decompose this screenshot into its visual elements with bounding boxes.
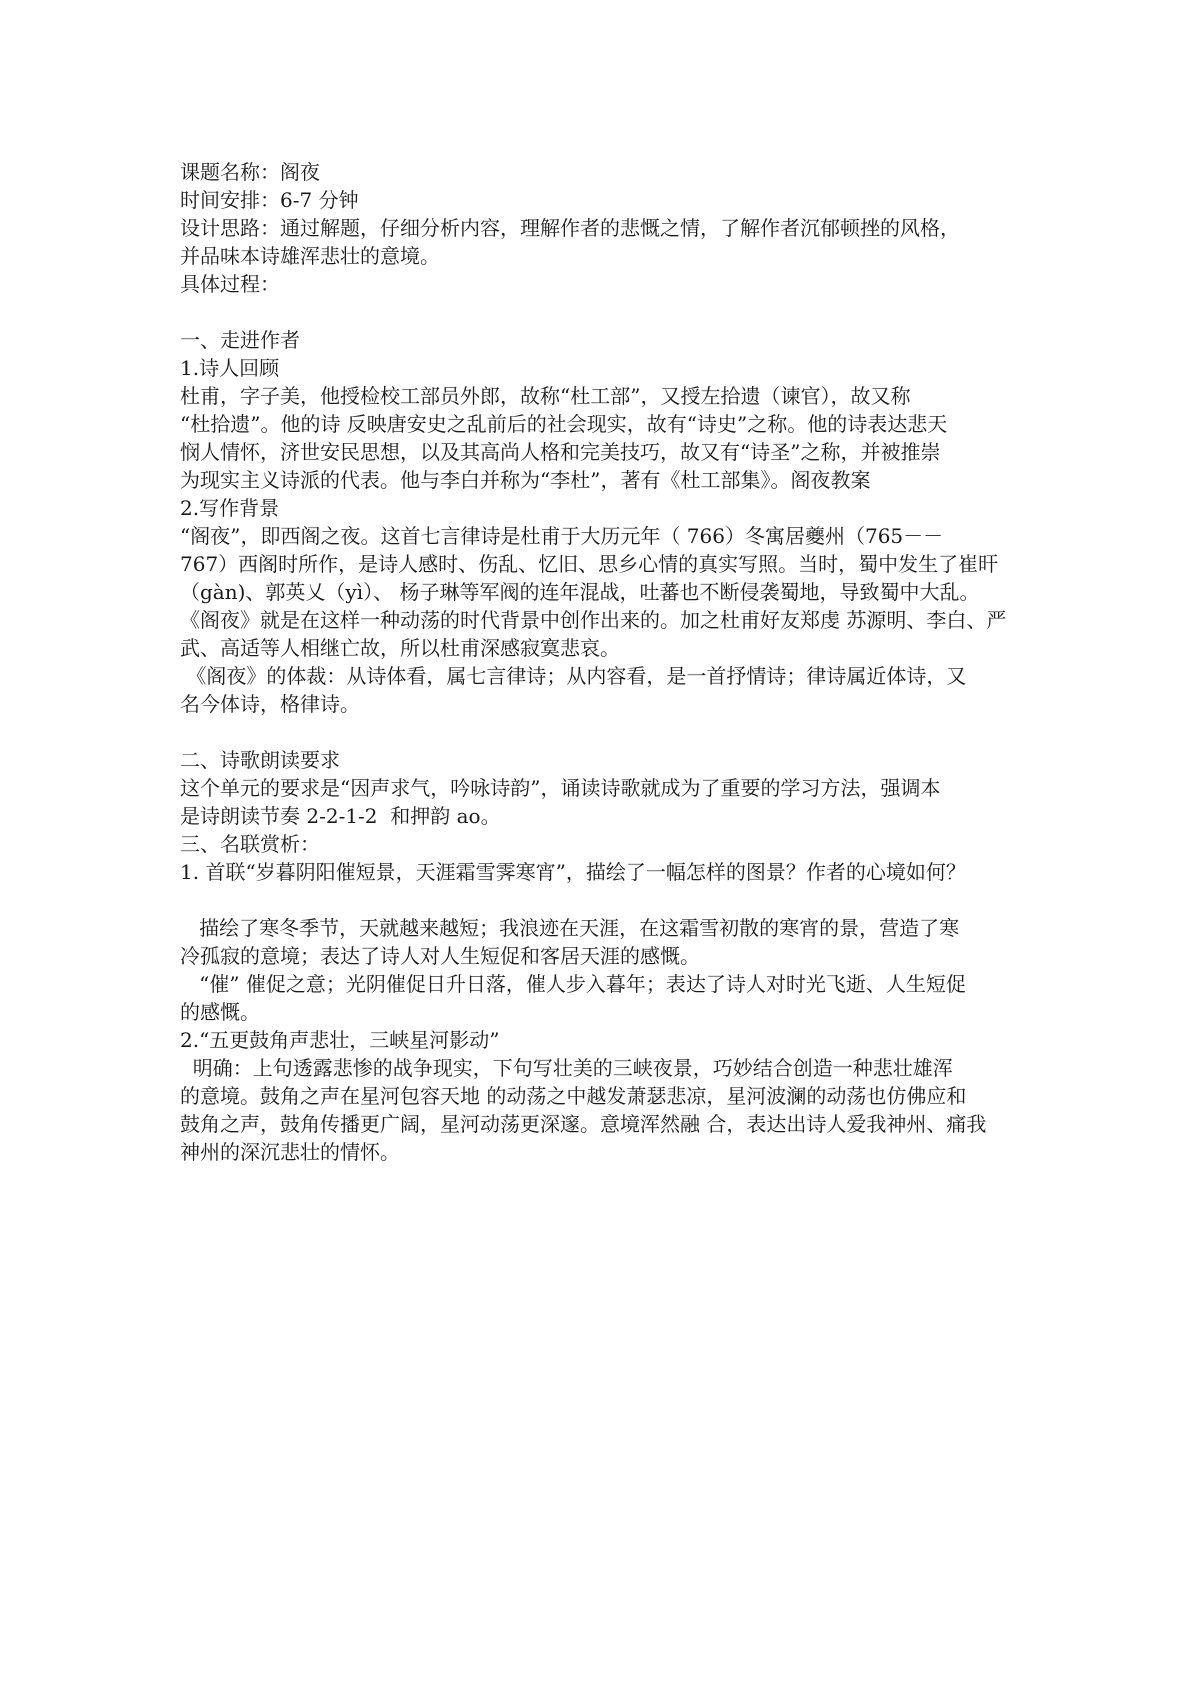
paragraph-line: 明确：上句透露悲惨的战争现实，下句写壮美的三峡夜景，巧妙结合创造一种悲壮雄浑	[180, 1056, 953, 1080]
spacer	[180, 718, 1030, 746]
process-label: 具体过程：	[180, 272, 280, 296]
paragraph-line: 描绘了寒冬季节，天就越来越短；我浪迹在天涯，在这霜雪初散的寒宵的景，营造了寒	[180, 916, 960, 940]
paragraph-line: 杜甫，字子美，他授检校工部员外郎，故称“杜工部”，又授左拾遗（谏官），故又称	[180, 384, 911, 408]
paragraph-line: 悯人情怀，济世安民思想，以及其高尚人格和完美技巧，故又有“诗圣”之称，并被推崇	[180, 440, 941, 464]
paragraph-line: 武、高适等人相继亡故，所以杜甫深感寂寞悲哀。	[180, 636, 620, 660]
paragraph-line: 《阁夜》就是在这样一种动荡的时代背景中创作出来的。加之杜甫好友郑虔 苏源明、李白、严	[180, 608, 1007, 632]
paragraph-line: （gàn)、郭英乂（yì）、 杨子琳等军阀的连年混战，吐蕃也不断侵袭蜀地，导致蜀中大乱。	[180, 580, 980, 604]
paragraph-line: 冷孤寂的意境；表达了诗人对人生短促和客居天涯的感慨。	[180, 944, 700, 968]
paragraph-line: 名今体诗，格律诗。	[180, 692, 360, 716]
paragraph-line: 是诗朗读节奏 2-2-1-2 和押韵 ao。	[180, 804, 501, 828]
question-2: 2.“五更鼓角声悲壮，三峡星河影动”	[180, 1028, 500, 1052]
paragraph-line: 为现实主义诗派的代表。他与李白并称为“李杜”，著有《杜工部集》。阁夜教案	[180, 468, 871, 492]
paragraph-line: 《阁夜》的体裁：从诗体看，属七言律诗；从内容看，是一首抒情诗；律诗属近体诗，又	[180, 664, 967, 688]
section-1-subheading-2: 2.写作背景	[180, 496, 280, 520]
paragraph-line: 的意境。鼓角之声在星河包容天地 的动荡之中越发萧瑟悲凉，星河波澜的动荡也仿佛应和	[180, 1084, 967, 1108]
paragraph-line: 这个单元的要求是“因声求气，吟咏诗韵”，诵读诗歌就成为了重要的学习方法，强调本	[180, 776, 941, 800]
paragraph-line: “杜拾遗”。他的诗 反映唐安史之乱前后的社会现实，故有“诗史”之称。他的诗表达悲天	[180, 412, 948, 436]
paragraph-line: “阁夜”，即西阁之夜。这首七言律诗是杜甫于大历元年（ 766）冬寓居夔州（765－－	[180, 524, 944, 548]
section-1-heading: 一、走进作者	[180, 328, 300, 352]
spacer	[180, 298, 1030, 326]
paragraph-line: 的感慨。	[180, 1000, 260, 1024]
design-idea-line-2: 并品味本诗雄浑悲壮的意境。	[180, 244, 440, 268]
paragraph-line: “催” 催促之意；光阴催促日升日落，催人步入暮年；表达了诗人对时光飞逝、人生短促	[180, 972, 966, 996]
section-1-subheading-1: 1.诗人回顾	[180, 356, 280, 380]
section-3-heading: 三、名联赏析：	[180, 832, 320, 856]
paragraph-line: 767）西阁时所作，是诗人感时、伤乱、忆旧、思乡心情的真实写照。当时，蜀中发生了崔旰	[180, 552, 999, 576]
document-page	[180, 158, 1030, 1166]
section-2-heading: 二、诗歌朗读要求	[180, 748, 340, 772]
paragraph-line: 神州的深沉悲壮的情怀。	[180, 1140, 400, 1164]
design-idea-line-1: 设计思路：通过解题，仔细分析内容，理解作者的悲慨之情，了解作者沉郁顿挫的风格，	[180, 216, 960, 240]
paragraph-line: 鼓角之声，鼓角传播更广阔，星河动荡更深邃。意境浑然融 合，表达出诗人爱我神州、痛我	[180, 1112, 987, 1136]
question-1: 1. 首联“岁暮阴阳催短景，天涯霜雪霁寒宵”，描绘了一幅怎样的图景？作者的心境如何？	[180, 860, 966, 884]
time-arrangement: 时间安排：6-7 分钟	[180, 188, 359, 212]
lesson-title: 课题名称：阁夜	[180, 160, 320, 184]
spacer	[180, 886, 1030, 914]
